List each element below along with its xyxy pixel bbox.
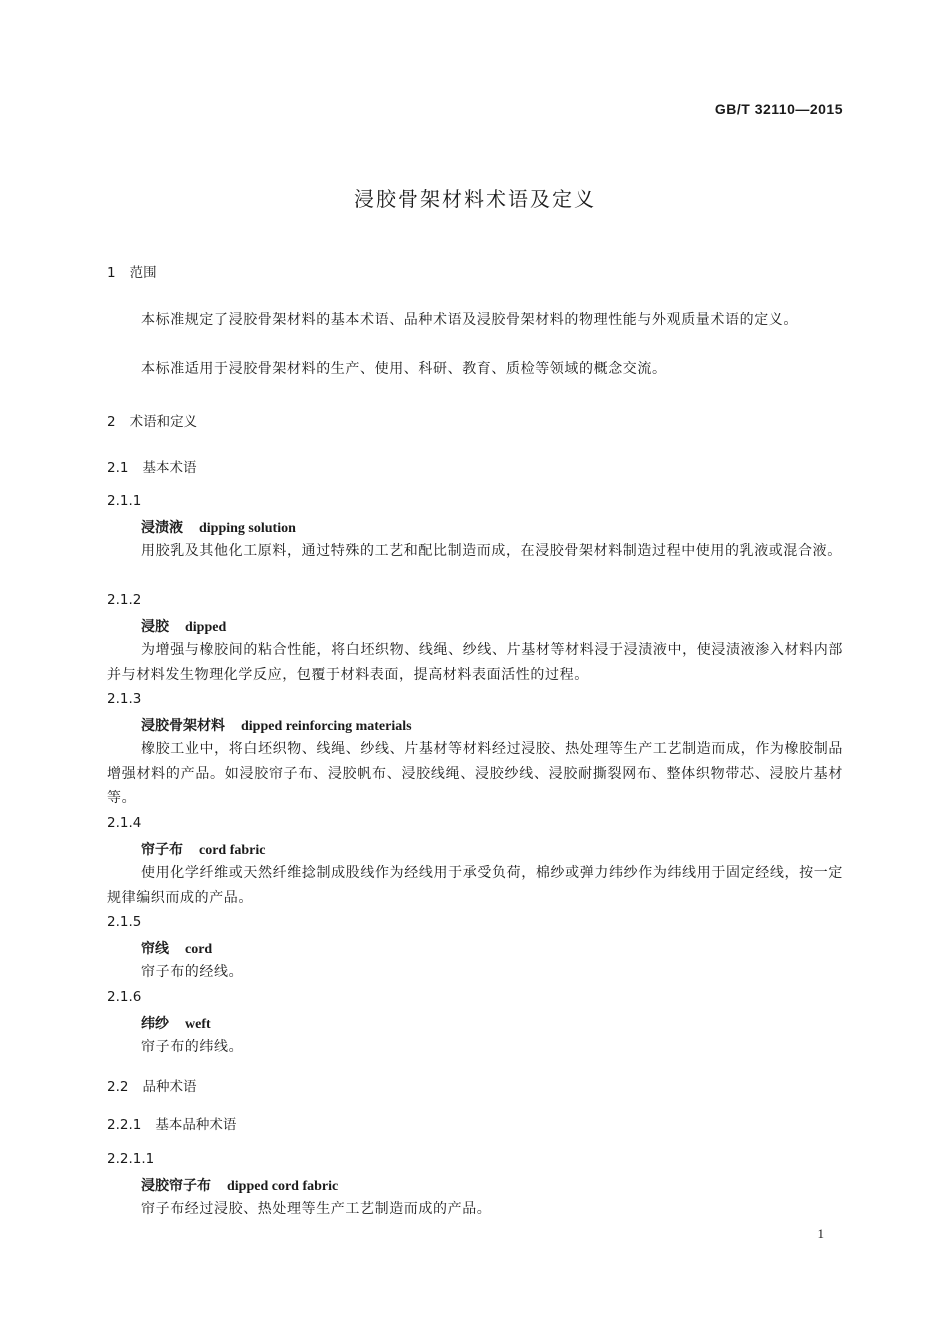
term-definition: 使用化学纤维或天然纤维捻制成股线作为经线用于承受负荷，棉纱或弹力纬纱作为纬线用于固定经线，按一定规律编织而成的产品。: [107, 865, 843, 906]
term-heading: [141, 715, 412, 735]
term-zh: 浸渍液: [141, 520, 183, 536]
term-zh: 浸胶: [141, 619, 169, 635]
term-definition: 帘子布的纬线。: [141, 1039, 244, 1055]
term-heading: [141, 616, 226, 636]
clause-number: 2.1.6: [107, 989, 142, 1005]
page-number: 1: [817, 1226, 824, 1241]
term-definition: 用胶乳及其他化工原料，通过特殊的工艺和配比制造而成，在浸胶骨架材料制造过程中使用的乳液或混合液。: [141, 543, 842, 559]
section-2-heading: [107, 410, 197, 430]
subsection-2-2-1-heading: [107, 1113, 236, 1133]
term-en: dipped cord fabric: [227, 1179, 339, 1194]
subsection-title: 基本品种术语: [155, 1117, 237, 1133]
term-en: dipped: [185, 620, 227, 635]
clause-number: 2.1.2: [107, 592, 142, 608]
subsection-2-1-heading: [107, 456, 196, 476]
term-zh: 纬纱: [141, 1016, 169, 1032]
subsection-number: 2.2.1: [107, 1117, 142, 1133]
paragraph: 本标准适用于浸胶骨架材料的生产、使用、科研、教育、质检等领域的概念交流。: [141, 361, 667, 377]
standard-number: GB/T 32110—2015: [714, 101, 843, 117]
term-en: dipping solution: [199, 521, 296, 536]
term-heading: [141, 1175, 338, 1195]
section-number: 2: [107, 414, 116, 430]
paragraph: 本标准规定了浸胶骨架材料的基本术语、品种术语及浸胶骨架材料的物理性能与外观质量术语的定义。: [141, 312, 798, 328]
term-heading: [141, 938, 212, 958]
section-number: 1: [107, 265, 116, 281]
term-zh: 帘线: [141, 941, 169, 957]
subsection-2-2-heading: [107, 1075, 196, 1095]
term-heading: [141, 839, 265, 859]
term-zh: 浸胶帘子布: [141, 1178, 211, 1194]
clause-number: 2.1.5: [107, 914, 142, 930]
clause-number: 2.2.1.1: [107, 1151, 155, 1167]
page-title: 浸胶骨架材料术语及定义: [354, 187, 596, 211]
section-1-heading: [107, 261, 157, 281]
term-heading: [141, 1013, 211, 1033]
term-definition: 橡胶工业中，将白坯织物、线绳、纱线、片基材等材料经过浸胶、热处理等生产工艺制造而成，作为橡胶制品增强材料的产品。如浸胶帘子布、浸胶帆布、浸胶线绳、浸胶纱线、浸胶耐撕裂网布、整体织物带芯、浸胶片基材等。: [107, 741, 843, 806]
section-title: 术语和定义: [129, 414, 198, 430]
term-en: dipped reinforcing materials: [241, 719, 412, 734]
term-definition: 帘子布的经线。: [141, 964, 244, 980]
term-en: cord fabric: [199, 843, 266, 858]
term-definition: 为增强与橡胶间的粘合性能，将白坯织物、线绳、纱线、片基材等材料浸于浸渍液中，使浸渍液渗入材料内部并与材料发生物理化学反应，包覆于材料表面，提高材料表面活性的过程。: [107, 642, 843, 683]
clause-number: 2.1.3: [107, 691, 142, 707]
term-en: cord: [185, 942, 213, 957]
term-zh: 浸胶骨架材料: [141, 718, 225, 734]
subsection-number: 2.2: [107, 1079, 129, 1095]
subsection-title: 品种术语: [142, 1079, 197, 1095]
subsection-number: 2.1: [107, 460, 129, 476]
term-definition: 帘子布经过浸胶、热处理等生产工艺制造而成的产品。: [141, 1201, 492, 1217]
subsection-title: 基本术语: [142, 460, 197, 476]
term-zh: 帘子布: [141, 842, 183, 858]
clause-number: 2.1.1: [107, 493, 142, 509]
section-title: 范围: [129, 265, 157, 281]
clause-number: 2.1.4: [107, 815, 142, 831]
term-heading: [141, 517, 296, 537]
term-en: weft: [185, 1017, 211, 1032]
